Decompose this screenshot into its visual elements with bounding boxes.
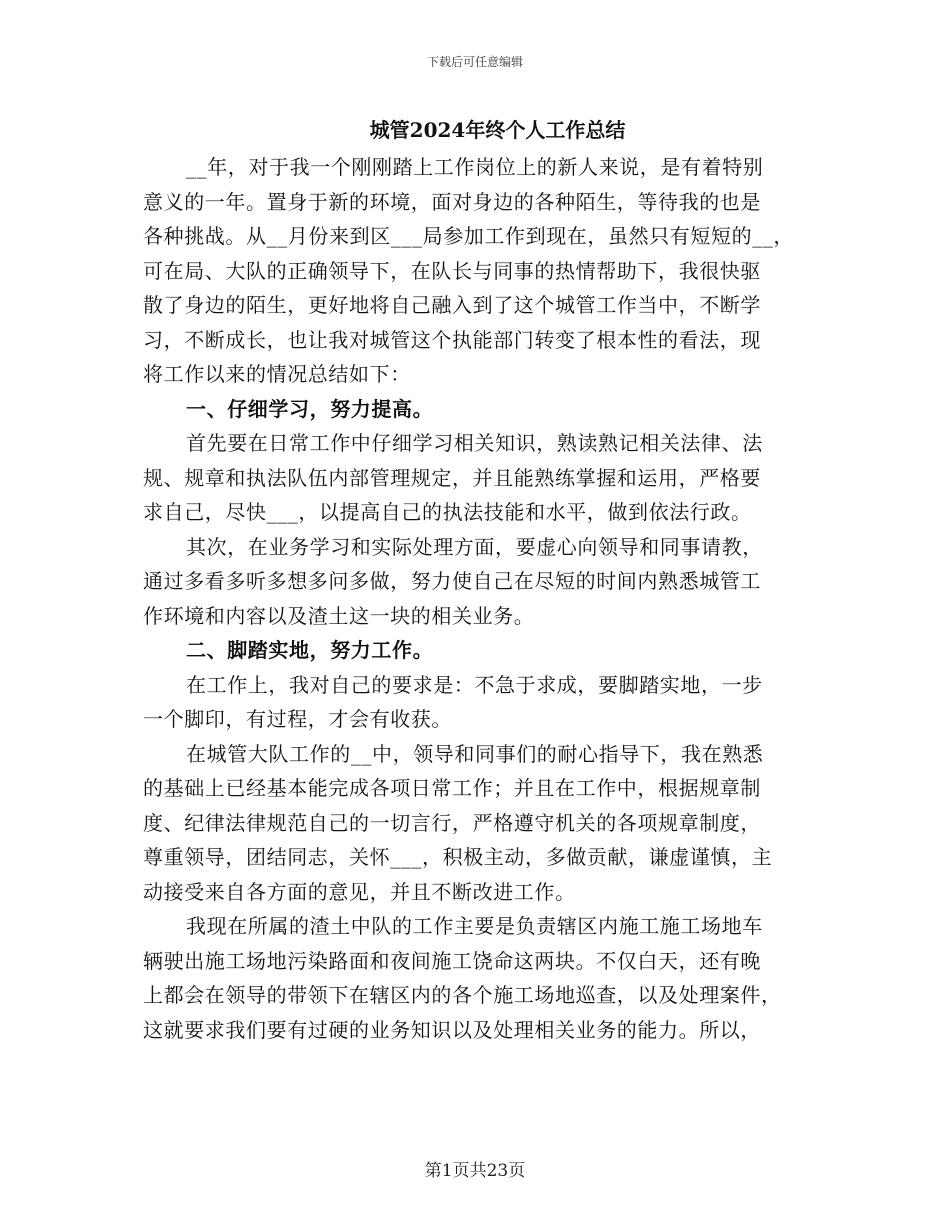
section-heading: 一、仔细学习，努力提高。 — [186, 396, 434, 421]
paragraph-line: 可在局、大队的正确领导下，在队长与同事的热情帮助下，我很快驱 — [143, 258, 761, 283]
document-body — [143, 150, 823, 1047]
document-title: 城管2024年终个人工作总结 — [369, 118, 626, 142]
paragraph-line: 一个脚印，有过程，才会有收获。 — [143, 707, 452, 731]
paragraph-line: 其次，在业务学习和实际处理方面，要虚心向领导和同事请教， — [186, 534, 763, 559]
paragraph-line: 在城管大队工作的__中，领导和同事们的耐心指导下，我在熟悉 — [186, 741, 764, 766]
paragraph-line: 首先要在日常工作中仔细学习相关知识，熟读熟记相关法律、法 — [186, 431, 763, 455]
paragraph-line: 上都会在领导的带领下在辖区内的各个施工场地巡查，以及处理案件， — [143, 983, 782, 1007]
paragraph-line: 辆驶出施工场地污染路面和夜间施工饶命这两块。不仅白天，还有晚 — [143, 948, 761, 973]
paragraph-line: 各种挑战。从__月份来到区___局参加工作到现在，虽然只有短短的__， — [143, 224, 794, 248]
paragraph-line: 通过多看多听多想多问多做，努力使自己在尽短的时间内熟悉城管工 — [143, 569, 761, 593]
paragraph-line: 动接受来自各方面的意见，并且不断改进工作。 — [143, 879, 576, 904]
paragraph-line: 我现在所属的渣土中队的工作主要是负责辖区内施工施工场地车 — [186, 914, 763, 938]
section-heading: 二、脚踏实地，努力工作。 — [186, 638, 434, 662]
paragraph-line: __年，对于我一个刚刚踏上工作岗位上的新人来说，是有着特别 — [186, 155, 764, 179]
paragraph-line: 散了身边的陌生，更好地将自己融入到了这个城管工作当中，不断学 — [143, 293, 761, 317]
page-footer: 第1页共23页 — [424, 1161, 526, 1181]
paragraph-line: 尊重领导，团结同志，关怀___，积极主动，多做贡献，谦虚谨慎，主 — [143, 845, 773, 869]
paragraph-line: 的基础上已经基本能完成各项日常工作；并且在工作中，根据规章制 — [143, 776, 761, 800]
paragraph-line: 习，不断成长，也让我对城管这个执能部门转变了根本性的看法，现 — [143, 327, 761, 352]
paragraph-line: 作环境和内容以及渣土这一块的相关业务。 — [143, 603, 535, 628]
paragraph-line: 规、规章和执法队伍内部管理规定，并且能熟练掌握和运用，严格要 — [143, 465, 761, 490]
paragraph-line: 将工作以来的情况总结如下： — [143, 362, 411, 386]
paragraph-line: 在工作上，我对自己的要求是：不急于求成，要脚踏实地，一步 — [186, 672, 763, 697]
paragraph-line: 求自己，尽快___，以提高自己的执法技能和水平，做到依法行政。 — [143, 500, 752, 524]
paragraph-line: 意义的一年。置身于新的环境，面对身边的各种陌生，等待我的也是 — [143, 189, 761, 214]
header-note: 下载后可任意编辑 — [426, 55, 523, 69]
paragraph-line: 度、纪律法律规范自己的一切言行，严格遵守机关的各项规章制度， — [143, 810, 761, 835]
paragraph-line: 这就要求我们要有过硬的业务知识以及处理相关业务的能力。所以， — [143, 1017, 761, 1042]
